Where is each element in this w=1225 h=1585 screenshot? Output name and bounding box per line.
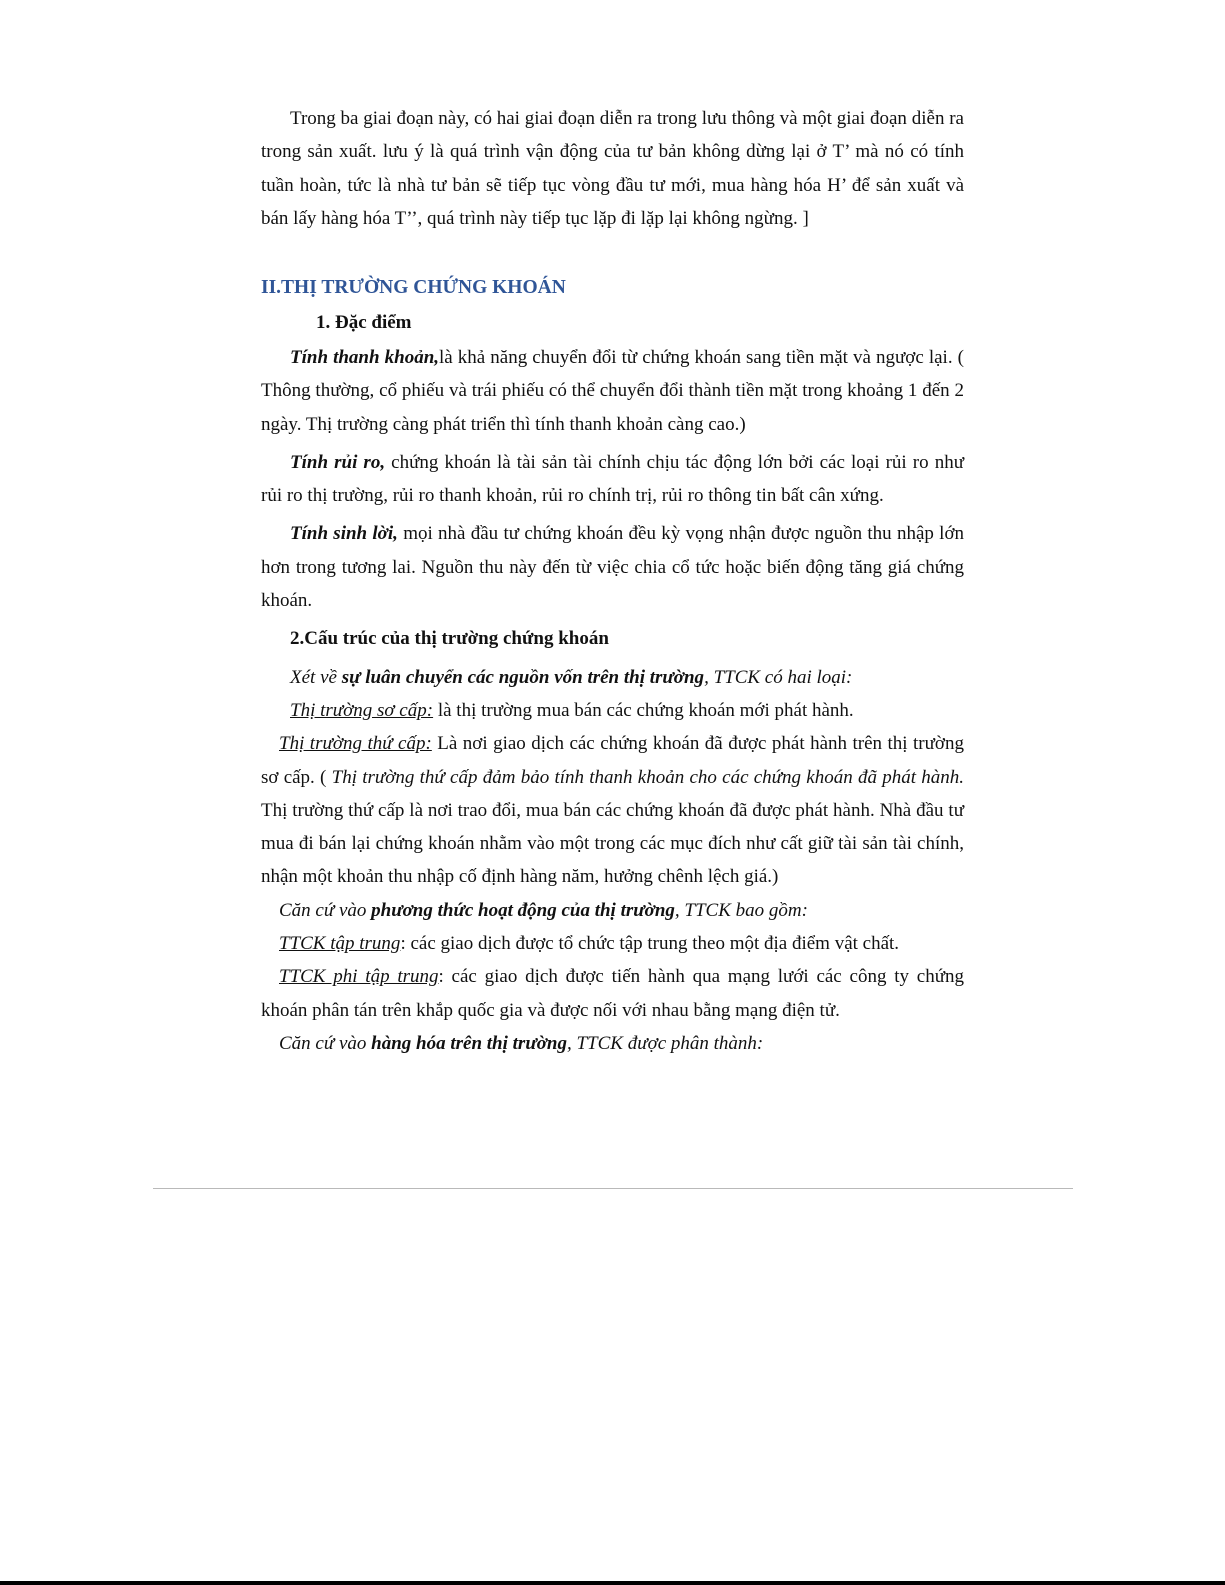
risk-paragraph: [261, 446, 964, 513]
by-flow-paragraph: [261, 661, 964, 694]
intro-block: [261, 102, 964, 235]
by-flow-pre: Xét về: [290, 666, 342, 688]
by-goods-bold: hàng hóa trên thị trường: [371, 1032, 567, 1054]
risk-text: chứng khoán là tài sản tài chính chịu tác động lớn bởi các loại rủi ro như rủi ro thị trường, rủi ro thanh khoản, rủi ro chính trị, rủi ro thông tin bất cân xứng.: [261, 451, 964, 507]
by-method-pre: Căn cứ vào: [279, 899, 372, 921]
otc-market-paragraph: [261, 960, 964, 1027]
secondary-text-2: Thị trường thứ cấp là nơi trao đổi, mua bán các chứng khoán đã được phát hành. Nhà đầu tư mua đi bán lại chứng khoán nhằm vào một trong các mục đích như cất giữ tài sản tài chính, nhận một khoản thu nhập cố định hàng năm, hưởng chênh lệch giá.): [261, 799, 964, 888]
primary-term: Thị trường sơ cấp:: [290, 699, 434, 721]
by-method-bold: phương thức hoạt động của thị trường: [371, 899, 675, 921]
by-flow-bold: sự luân chuyển các nguồn vốn trên thị trường: [341, 666, 705, 688]
intro-paragraph: Trong ba giai đoạn này, có hai giai đoạn diễn ra trong lưu thông và một giai đoạn diễn ra trong sản xuất. lưu ý là quá trình vận động của tư bản không dừng lại ở T’ mà nó có tính tuần hoàn, tức là nhà tư bản sẽ tiếp tục vòng đầu tư mới, mua hàng hóa H’ để sản xuất và bán lấy hàng hóa T’’, quá trình này tiếp tục lặp đi lặp lại không ngừng. ]: [261, 108, 964, 229]
subsection-structure: 2.Cấu trúc của thị trường chứng khoán: [290, 628, 609, 650]
by-method-post: , TTCK bao gồm:: [674, 899, 808, 921]
liquidity-paragraph: [261, 341, 964, 441]
liquidity-term: Tính thanh khoản,: [290, 347, 440, 368]
main-content: [261, 341, 964, 1060]
primary-text: là thị trường mua bán các chứng khoán mới phát hành.: [433, 699, 854, 721]
risk-term: Tính rủi ro,: [290, 451, 386, 473]
bottom-edge: [0, 1581, 1225, 1585]
by-flow-post: , TTCK có hai loại:: [704, 666, 853, 688]
secondary-term: Thị trường thứ cấp:: [279, 733, 432, 755]
profit-text: mọi nhà đầu tư chứng khoán đều kỳ vọng nhận được nguồn thu nhập lớn hơn trong tương lai. Nguồn thu này đến từ việc chia cổ tức hoặc biến động tăng giá chứng khoán.: [261, 523, 964, 612]
profit-term: Tính sinh lời,: [290, 523, 398, 545]
page-divider: [153, 1188, 1073, 1189]
otc-text: : các giao dịch được tiến hành qua mạng lưới các công ty chứng khoán phân tán trên khắp quốc gia và được nối với nhau bằng mạng điện tử.: [261, 966, 964, 1021]
by-goods-pre: Căn cứ vào: [279, 1032, 372, 1054]
by-method-paragraph: [261, 894, 964, 927]
otc-term: TTCK phi tập trung: [279, 966, 439, 988]
section-title: II.THỊ TRƯỜNG CHỨNG KHOÁN: [261, 277, 566, 298]
central-text: : các giao dịch được tổ chức tập trung theo một địa điểm vật chất.: [400, 933, 900, 955]
by-goods-post: , TTCK được phân thành:: [566, 1032, 764, 1054]
secondary-market-paragraph: [261, 727, 964, 893]
liquidity-text: là khả năng chuyển đổi từ chứng khoán sang tiền mặt và ngược lại. ( Thông thường, cổ phiếu và trái phiếu có thể chuyển đổi thành tiền mặt trong khoảng 1 đến 2 ngày. Thị trường càng phát triển thì tính thanh khoản càng cao.): [261, 347, 964, 435]
central-term: TTCK tập trung: [279, 933, 401, 955]
central-market-paragraph: [261, 927, 964, 960]
subsection-characteristics: 1. Đặc điểm: [316, 312, 412, 333]
secondary-text-1: Là nơi giao dịch các chứng khoán đã được phát hành trên thị trường sơ cấp. (: [261, 733, 964, 788]
secondary-italic: Thị trường thứ cấp đảm bảo tính thanh khoản cho các chứng khoán đã phát hành.: [331, 766, 964, 788]
by-goods-paragraph: [261, 1027, 964, 1060]
profit-paragraph: [261, 517, 964, 617]
primary-market-paragraph: [261, 694, 964, 727]
